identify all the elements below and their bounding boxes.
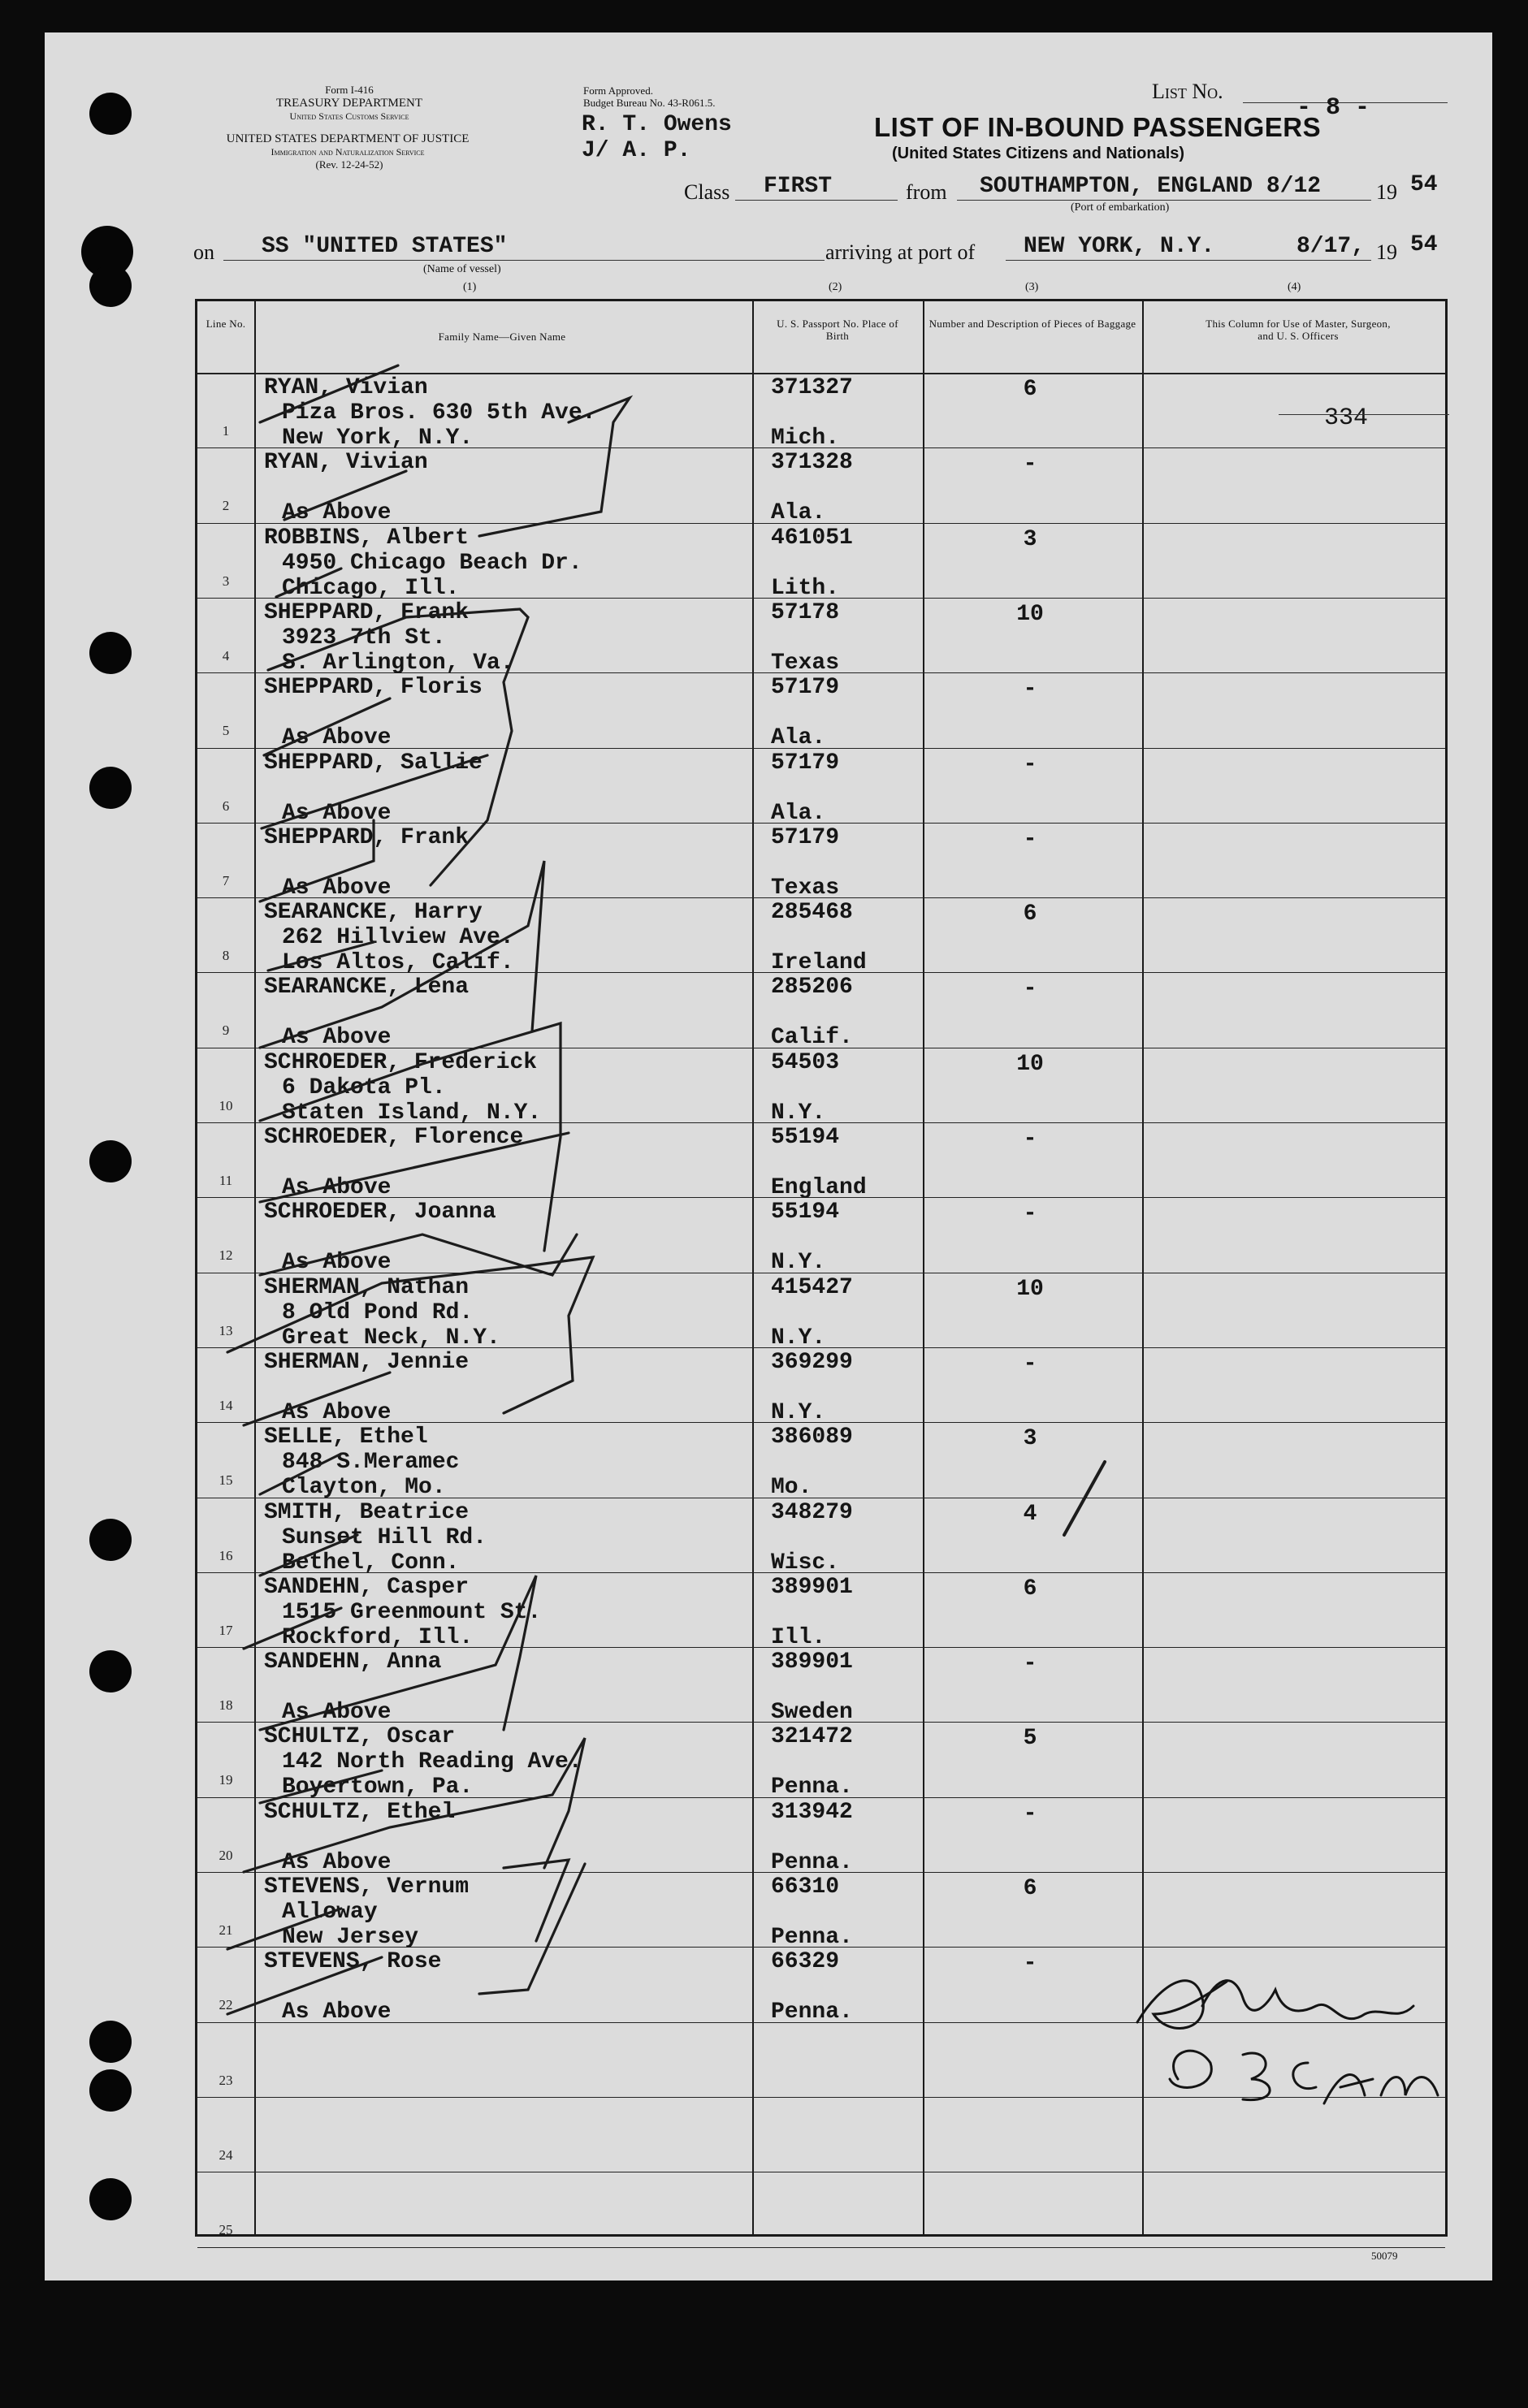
place-of-birth: Penna. [771, 1925, 853, 1950]
vessel-value: SS "UNITED STATES" [262, 234, 508, 259]
passenger-address-line: Rockford, Ill. [282, 1624, 474, 1650]
baggage-count: 10 [1016, 1276, 1044, 1302]
passenger-name: SELLE, Ethel [264, 1424, 428, 1450]
passenger-address-line: As Above [282, 1399, 392, 1425]
class-line [735, 200, 898, 201]
passenger-name: SHEPPARD, Sallie [264, 750, 483, 776]
baggage-count: 10 [1016, 1051, 1044, 1077]
baggage-count: - [1023, 1801, 1037, 1827]
passport-number: 285468 [771, 900, 853, 926]
baggage-count: - [1023, 1951, 1037, 1977]
from-label: from [906, 180, 947, 204]
column-number-2: (2) [829, 281, 842, 293]
baggage-count: 4 [1023, 1501, 1037, 1527]
place-of-birth: Texas [771, 875, 840, 901]
place-of-birth: Penna. [771, 1849, 853, 1875]
passport-number: 57179 [771, 750, 840, 776]
passenger-name: SANDEHN, Anna [264, 1649, 442, 1675]
line-number: 16 [219, 1547, 233, 1563]
passport-number: 371327 [771, 375, 853, 400]
passenger-address-line: As Above [282, 1250, 392, 1276]
from-line [957, 200, 1371, 201]
passenger-name: SCHROEDER, Florence [264, 1125, 524, 1150]
column-header-line-no: Line No. [206, 318, 246, 330]
passenger-address-line: As Above [282, 725, 392, 751]
passenger-name: SEARANCKE, Lena [264, 975, 470, 1001]
form-revision: (Rev. 12-24-52) [315, 158, 383, 171]
passport-number: 386089 [771, 1424, 853, 1450]
place-of-birth: Calif. [771, 1025, 853, 1051]
line-number: 5 [222, 723, 230, 739]
baggage-count: - [1023, 1201, 1037, 1227]
place-of-birth: Sweden [771, 1700, 853, 1726]
passenger-name: RYAN, Vivian [264, 375, 428, 400]
place-of-birth: Ala. [771, 500, 826, 526]
list-no-label: List No. [1152, 80, 1223, 103]
port-embark-caption: (Port of embarkation) [1071, 201, 1170, 214]
place-of-birth: Ala. [771, 725, 826, 751]
line-number: 25 [219, 2222, 233, 2238]
passenger-name: STEVENS, Vernum [264, 1874, 470, 1900]
passenger-name: SMITH, Beatrice [264, 1499, 470, 1525]
place-of-birth: Ill. [771, 1624, 826, 1650]
baggage-count: - [1023, 1351, 1037, 1377]
justice-dept: UNITED STATES DEPARTMENT OF JUSTICE [226, 132, 470, 145]
baggage-count: - [1023, 976, 1037, 1002]
passenger-address-line: As Above [282, 800, 392, 826]
passenger-address-line: 848 S.Meramec [282, 1450, 460, 1476]
passenger-address-line: Los Altos, Calif. [282, 950, 514, 976]
passenger-address-line: Alloway [282, 1900, 378, 1925]
passport-number: 389901 [771, 1649, 853, 1675]
passenger-address-line: New York, N.Y. [282, 426, 474, 451]
passenger-name: RYAN, Vivian [264, 450, 428, 476]
line-number: 15 [219, 1472, 233, 1489]
year-suffix-1: 54 [1410, 172, 1438, 197]
passenger-name: SCHROEDER, Frederick [264, 1049, 538, 1075]
place-of-birth: N.Y. [771, 1399, 826, 1425]
place-of-birth: Lith. [771, 575, 840, 601]
passenger-address-line: As Above [282, 1025, 392, 1051]
line-number: 10 [219, 1097, 233, 1113]
row-divider [197, 2247, 1445, 2248]
header-divider [197, 373, 1445, 374]
line-number: 12 [219, 1247, 233, 1264]
line-number: 13 [219, 1322, 233, 1338]
customs-service: United States Customs Service [289, 110, 409, 122]
vessel-line [223, 260, 825, 261]
punch-hole [89, 1519, 132, 1561]
passenger-address-line: As Above [282, 500, 392, 526]
arrival-port-value: NEW YORK, N.Y. [1024, 234, 1215, 259]
punch-hole [89, 1650, 132, 1693]
officer-name-1: R. T. Owens [582, 112, 732, 137]
line-number: 24 [219, 2146, 233, 2163]
place-of-birth: Ala. [771, 800, 826, 826]
passport-number: 389901 [771, 1574, 853, 1600]
year-prefix-1: 19 [1376, 180, 1397, 204]
place-of-birth: Texas [771, 650, 840, 676]
passenger-address-line: Piza Bros. 630 5th Ave. [282, 400, 596, 426]
line-number: 21 [219, 1922, 233, 1938]
line-number: 1 [222, 423, 230, 439]
baggage-count: 6 [1023, 901, 1037, 927]
passenger-address-line: New Jersey [282, 1925, 419, 1950]
passenger-name: SHEPPARD, Floris [264, 675, 483, 701]
arrival-date-value: 8/17, [1296, 234, 1366, 259]
column-divider [254, 301, 256, 2234]
column-divider [1142, 301, 1144, 2234]
passport-number: 55194 [771, 1200, 840, 1226]
line-number: 23 [219, 2072, 233, 2088]
passport-number: 313942 [771, 1799, 853, 1825]
baggage-count: - [1023, 452, 1037, 478]
year-suffix-2: 54 [1410, 232, 1438, 257]
baggage-count: - [1023, 751, 1037, 777]
officer-note: 334 [1324, 404, 1369, 432]
baggage-count: - [1023, 1651, 1037, 1677]
passport-number: 54503 [771, 1049, 840, 1075]
line-number: 8 [222, 948, 230, 964]
form-number: Form I-416 [325, 84, 374, 96]
passport-number: 55194 [771, 1125, 840, 1150]
class-value: FIRST [764, 174, 833, 199]
punch-hole [89, 1140, 132, 1182]
punch-hole [89, 2069, 132, 2112]
officer-note-line [1279, 414, 1449, 415]
place-of-birth: Wisc. [771, 1550, 840, 1576]
passenger-address-line: S. Arlington, Va. [282, 650, 514, 676]
baggage-count: 6 [1023, 1876, 1037, 1901]
passport-number: 348279 [771, 1499, 853, 1525]
passenger-address-line: 6 Dakota Pl. [282, 1074, 446, 1100]
vessel-caption: (Name of vessel) [423, 263, 501, 275]
ins-service: Immigration and Naturalization Service [271, 146, 425, 158]
column-header-name: Family Name—Given Name [438, 331, 566, 343]
column-divider [923, 301, 924, 2234]
punch-hole [89, 93, 132, 135]
place-of-birth: England [771, 1175, 867, 1200]
passport-number: 285206 [771, 975, 853, 1001]
line-number: 20 [219, 1847, 233, 1863]
baggage-count: 3 [1023, 526, 1037, 552]
budget-bureau: Budget Bureau No. 43-R061.5. [583, 97, 716, 109]
passenger-name: SCHROEDER, Joanna [264, 1200, 496, 1226]
passenger-name: SCHULTZ, Oscar [264, 1724, 456, 1750]
line-number: 14 [219, 1397, 233, 1413]
treasury-dept: TREASURY DEPARTMENT [275, 97, 423, 110]
baggage-count: 6 [1023, 377, 1037, 402]
from-value: SOUTHAMPTON, ENGLAND 8/12 [980, 174, 1322, 199]
year-prefix-2: 19 [1376, 240, 1397, 264]
punch-hole [89, 2021, 132, 2063]
line-number: 7 [222, 872, 230, 888]
line-number: 6 [222, 798, 230, 814]
line-number: 9 [222, 1022, 230, 1039]
baggage-count: 10 [1016, 601, 1044, 627]
line-number: 3 [222, 573, 230, 589]
place-of-birth: N.Y. [771, 1100, 826, 1126]
passenger-address-line: Clayton, Mo. [282, 1475, 446, 1501]
passenger-address-line: 3923 7th St. [282, 625, 446, 651]
passenger-address-line: Chicago, Ill. [282, 575, 460, 601]
passenger-address-line: 1515 Greenmount St. [282, 1599, 542, 1625]
passenger-name: SEARANCKE, Harry [264, 900, 483, 926]
place-of-birth: Ireland [771, 950, 867, 976]
passenger-name: STEVENS, Rose [264, 1949, 442, 1975]
footer-code: 50079 [1371, 2250, 1398, 2262]
passenger-address-line: As Above [282, 875, 392, 901]
passenger-address-line: 8 Old Pond Rd. [282, 1299, 474, 1325]
punch-hole [89, 767, 132, 809]
passport-number: 66329 [771, 1949, 840, 1975]
passport-number: 321472 [771, 1724, 853, 1750]
column-divider [752, 301, 754, 2234]
place-of-birth: Penna. [771, 1999, 853, 2025]
column-number-1: (1) [463, 281, 477, 293]
passenger-address-line: Great Neck, N.Y. [282, 1325, 500, 1351]
line-number: 2 [222, 498, 230, 514]
passport-number: 415427 [771, 1274, 853, 1300]
passport-number: 57179 [771, 675, 840, 701]
form-approved: Form Approved. [583, 84, 653, 97]
column-number-3: (3) [1025, 281, 1039, 293]
list-title: LIST OF IN-BOUND PASSENGERS [874, 112, 1322, 142]
list-no-value: - 8 - [1296, 94, 1370, 122]
passenger-address-line: As Above [282, 1999, 392, 2025]
list-subtitle: (United States Citizens and Nationals) [892, 145, 1185, 162]
on-label: on [193, 240, 214, 264]
passenger-name: SANDEHN, Casper [264, 1574, 470, 1600]
place-of-birth: N.Y. [771, 1250, 826, 1276]
punch-hole [89, 265, 132, 307]
baggage-count: 3 [1023, 1426, 1037, 1452]
place-of-birth: Mich. [771, 426, 840, 451]
column-number-4: (4) [1288, 281, 1301, 293]
column-header-baggage: Number and Description of Pieces of Baggage [928, 318, 1136, 330]
column-header-officers: This Column for Use of Master, Surgeon, and U. S. Officers [1206, 318, 1391, 342]
passenger-address-line: 4950 Chicago Beach Dr. [282, 550, 582, 576]
passenger-address-line: Staten Island, N.Y. [282, 1100, 542, 1126]
passenger-name: SHEPPARD, Frank [264, 599, 470, 625]
passenger-address-line: Bethel, Conn. [282, 1550, 460, 1576]
passenger-name: SCHULTZ, Ethel [264, 1799, 456, 1825]
officer-name-2: J/ A. P. [582, 138, 691, 163]
passenger-address-line: 262 Hillview Ave. [282, 925, 514, 951]
passport-number: 66310 [771, 1874, 840, 1900]
line-number: 4 [222, 647, 230, 664]
passenger-address-line: Sunset Hill Rd. [282, 1524, 487, 1550]
line-number: 22 [219, 1997, 233, 2013]
baggage-count: 6 [1023, 1576, 1037, 1602]
passport-number: 369299 [771, 1349, 853, 1375]
line-number: 17 [219, 1622, 233, 1638]
place-of-birth: N.Y. [771, 1325, 826, 1351]
passenger-name: ROBBINS, Albert [264, 525, 470, 551]
passenger-address-line: Boyertown, Pa. [282, 1775, 474, 1801]
baggage-count: - [1023, 826, 1037, 852]
class-label: Class [684, 180, 730, 204]
passport-number: 461051 [771, 525, 853, 551]
place-of-birth: Mo. [771, 1475, 812, 1501]
line-number: 11 [219, 1173, 233, 1188]
passenger-table [195, 299, 1448, 2237]
passenger-address-line: 142 North Reading Ave. [282, 1749, 582, 1775]
passenger-name: SHEPPARD, Frank [264, 824, 470, 850]
arriving-label: arriving at port of [825, 240, 976, 264]
passenger-name: SHERMAN, Jennie [264, 1349, 470, 1375]
punch-hole [89, 2178, 132, 2220]
line-number: 18 [219, 1697, 233, 1714]
passenger-address-line: As Above [282, 1849, 392, 1875]
passport-number: 57179 [771, 824, 840, 850]
baggage-count: 5 [1023, 1726, 1037, 1752]
passport-number: 371328 [771, 450, 853, 476]
arrival-line [1006, 260, 1371, 261]
passenger-address-line: As Above [282, 1700, 392, 1726]
baggage-count: - [1023, 677, 1037, 703]
place-of-birth: Penna. [771, 1775, 853, 1801]
passenger-address-line: As Above [282, 1175, 392, 1200]
passenger-name: SHERMAN, Nathan [264, 1274, 470, 1300]
baggage-count: - [1023, 1126, 1037, 1152]
line-number: 19 [219, 1772, 233, 1788]
passport-number: 57178 [771, 599, 840, 625]
row-divider [197, 2097, 1445, 2098]
column-header-passport: U. S. Passport No. Place of Birth [777, 318, 898, 342]
punch-hole [89, 632, 132, 674]
